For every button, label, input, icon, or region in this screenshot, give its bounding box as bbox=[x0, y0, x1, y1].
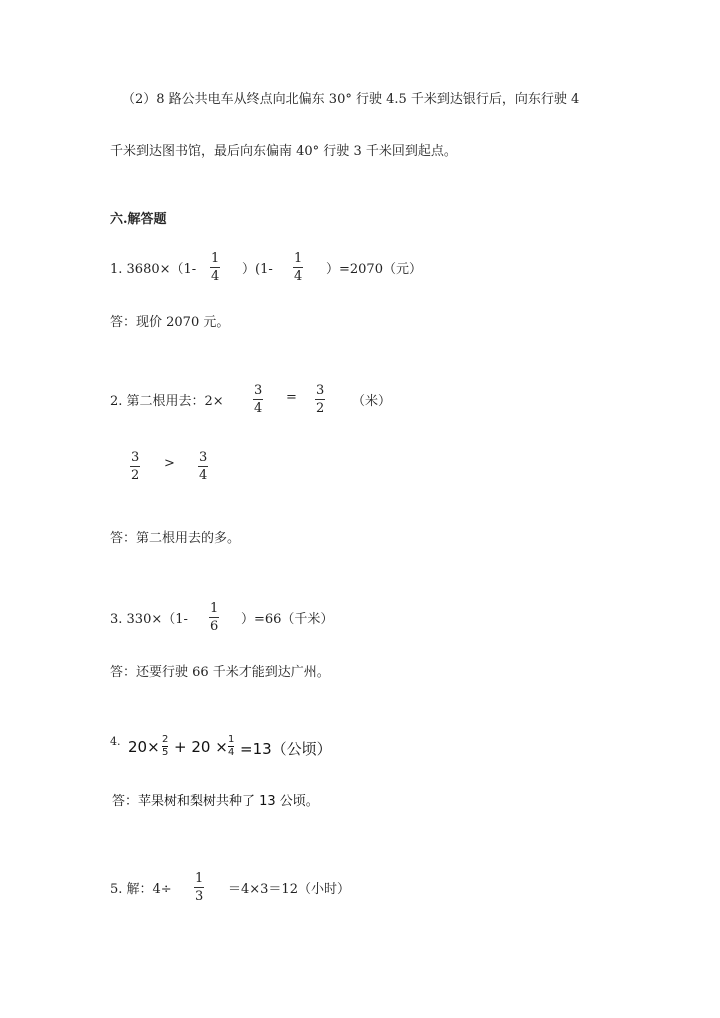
q1-frac2-den: 4 bbox=[294, 269, 303, 284]
q2-compare-left bbox=[130, 450, 140, 483]
q2-fraction-1 bbox=[253, 383, 263, 416]
q2-fraction-2 bbox=[315, 383, 325, 416]
q2-frac1-num: 3 bbox=[254, 383, 263, 398]
q3-frac-den: 6 bbox=[210, 619, 219, 634]
q4-frac1-num: 2 bbox=[162, 734, 169, 745]
q4-label: 4. bbox=[110, 735, 121, 748]
q1-frac1-den: 4 bbox=[211, 269, 220, 284]
q2-answer: 答：第二根用去的多。 bbox=[110, 531, 241, 546]
q2-cmp-left-num: 3 bbox=[131, 450, 140, 465]
q4-part-c: =13（公顷） bbox=[240, 740, 332, 758]
q2-compare-right bbox=[198, 450, 208, 483]
q5-prefix: 5. 解：4÷ bbox=[110, 882, 172, 897]
q4-fraction-1 bbox=[162, 735, 168, 758]
q3-frac-num: 1 bbox=[210, 601, 219, 616]
q2-frac2-den: 2 bbox=[316, 401, 325, 416]
q2-cmp-right-num: 3 bbox=[199, 450, 208, 465]
q4-part-a: 20× bbox=[128, 738, 160, 756]
q1-frac1-num: 1 bbox=[211, 251, 220, 266]
q2-prefix: 2. 第二根用去：2× bbox=[110, 394, 224, 409]
part2-line2: 千米到达图书馆，最后向东偏南 40° 行驶 3 千米回到起点。 bbox=[110, 144, 457, 159]
q2-frac2-num: 3 bbox=[316, 383, 325, 398]
q2-unit: （米） bbox=[352, 394, 392, 409]
q3-answer: 答：还要行驶 66 千米才能到达广州。 bbox=[110, 665, 330, 680]
q3-prefix: 3. 330×（1- bbox=[110, 612, 188, 627]
q1-suffix: ）=2070（元） bbox=[326, 262, 422, 277]
q4-frac2-num: 1 bbox=[228, 734, 235, 745]
q5-frac-num: 1 bbox=[195, 871, 204, 886]
q1-answer: 答：现价 2070 元。 bbox=[110, 315, 230, 330]
q4-part-b: + 20 × bbox=[174, 738, 228, 756]
q2-cmp-right-den: 4 bbox=[199, 468, 208, 483]
q3-suffix: ）=66（千米） bbox=[241, 612, 334, 627]
q1-mid: ）(1- bbox=[242, 262, 273, 277]
q3-fraction bbox=[209, 601, 219, 634]
q5-frac-den: 3 bbox=[195, 889, 204, 904]
q4-frac2-den: 4 bbox=[228, 747, 235, 758]
q4-frac1-den: 5 bbox=[162, 747, 169, 758]
part2-line1: （2）8 路公共电车从终点向北偏东 30° 行驶 4.5 千米到达银行后，向东行驶 4 bbox=[122, 92, 580, 107]
q5-suffix: ＝4×3＝12（小时） bbox=[228, 882, 350, 897]
q1-prefix: 1. 3680×（1- bbox=[110, 262, 197, 277]
q2-compare-operator: > bbox=[164, 456, 175, 471]
q2-frac1-den: 4 bbox=[254, 401, 263, 416]
q2-cmp-left-den: 2 bbox=[131, 468, 140, 483]
section-title: 六.解答题 bbox=[110, 212, 167, 227]
q4-fraction-2 bbox=[228, 735, 234, 758]
q1-fraction-1 bbox=[210, 251, 220, 284]
q1-frac2-num: 1 bbox=[294, 251, 303, 266]
q4-answer: 答：苹果树和梨树共种了 13 公顷。 bbox=[112, 794, 319, 809]
q2-equals: = bbox=[286, 390, 297, 405]
q1-fraction-2 bbox=[293, 251, 303, 284]
q5-fraction bbox=[194, 871, 204, 904]
